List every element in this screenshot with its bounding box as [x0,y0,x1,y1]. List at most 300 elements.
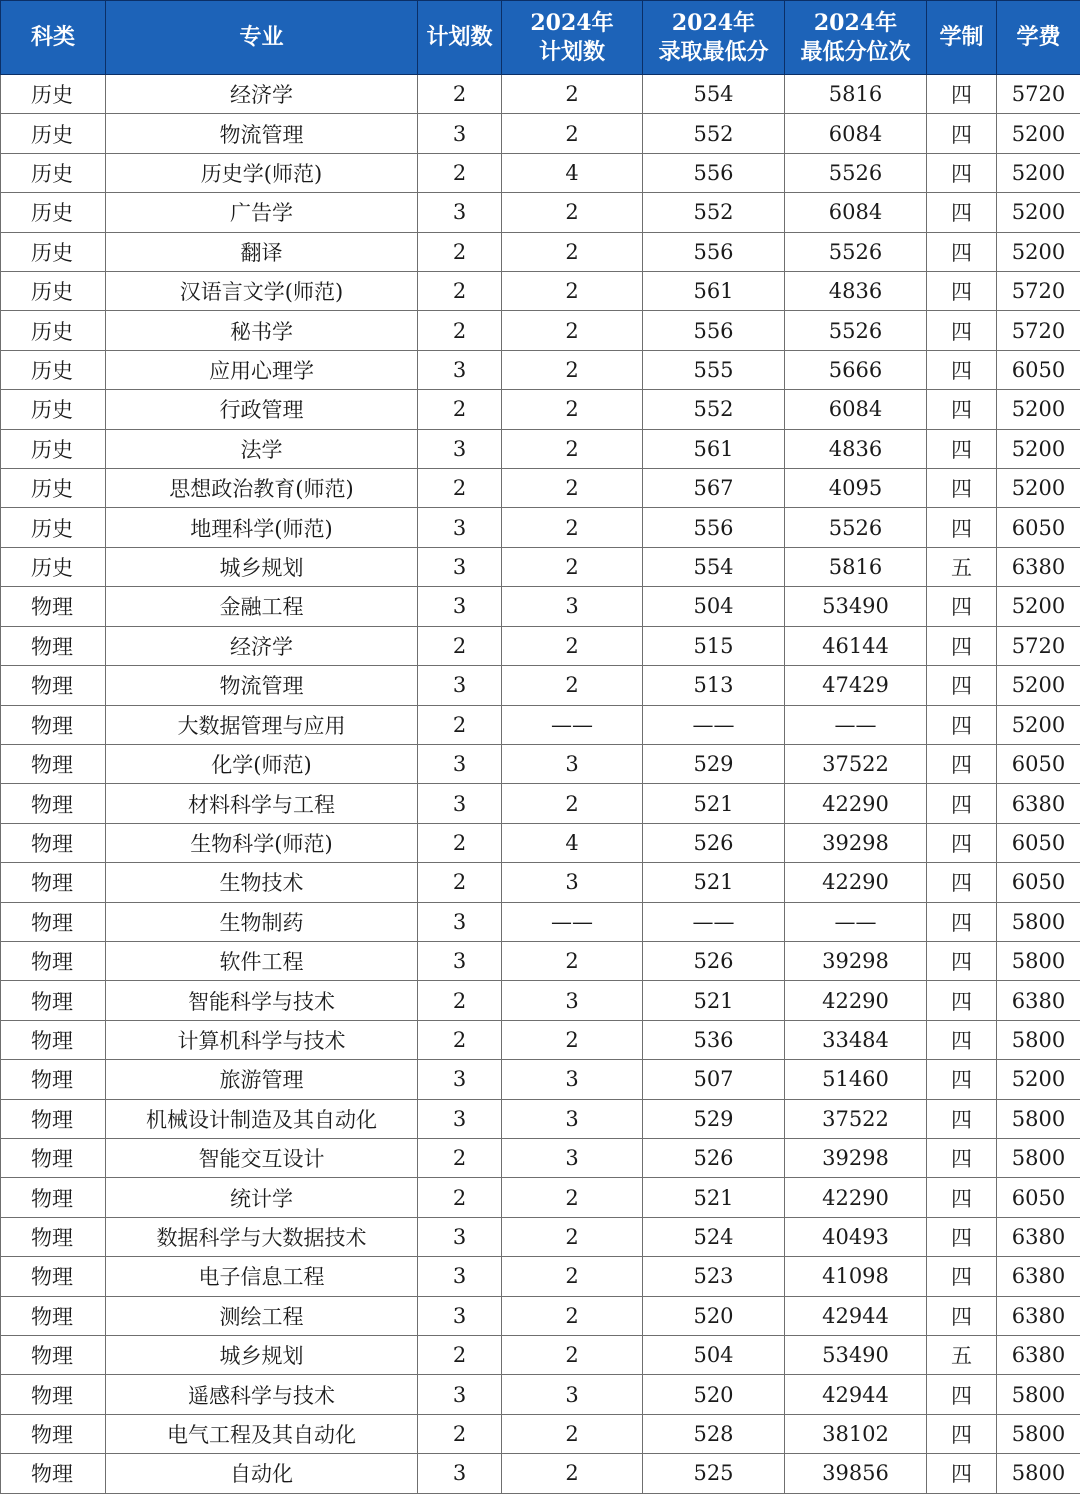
cell-category: 物理 [1,1375,106,1414]
cell-min-score-2024: 520 [643,1375,785,1414]
cell-plan-count: 2 [418,823,502,862]
cell-plan-count-2024: 2 [502,390,643,429]
cell-tuition: 5800 [997,1414,1080,1453]
cell-tuition: 6380 [997,1257,1080,1296]
cell-category: 物理 [1,1414,106,1453]
cell-plan-count: 3 [418,1217,502,1256]
cell-min-rank-2024: —— [785,902,927,941]
cell-category: 物理 [1,1336,106,1375]
table-row [1,1257,1080,1296]
table-row [1,153,1080,192]
table-row [1,1020,1080,1059]
cell-plan-count-2024: 2 [502,75,643,114]
cell-category: 物理 [1,1257,106,1296]
cell-category: 物理 [1,744,106,783]
cell-min-score-2024: 555 [643,350,785,389]
cell-plan-count-2024: 3 [502,1138,643,1177]
cell-tuition: 6050 [997,744,1080,783]
cell-plan-count: 2 [418,1178,502,1217]
cell-min-rank-2024: 42944 [785,1375,927,1414]
cell-min-score-2024: 521 [643,1178,785,1217]
cell-plan-count-2024: 2 [502,311,643,350]
cell-min-score-2024: 528 [643,1414,785,1453]
cell-duration: 四 [927,1257,997,1296]
cell-tuition: 6050 [997,350,1080,389]
cell-min-rank-2024: —— [785,705,927,744]
cell-plan-count: 3 [418,1099,502,1138]
cell-category: 历史 [1,508,106,547]
cell-duration: 四 [927,1454,997,1493]
cell-tuition: 5800 [997,1099,1080,1138]
cell-plan-count-2024: 2 [502,666,643,705]
cell-major: 统计学 [106,1178,418,1217]
cell-category: 物理 [1,902,106,941]
cell-min-rank-2024: 4095 [785,469,927,508]
cell-min-rank-2024: 47429 [785,666,927,705]
table-row [1,705,1080,744]
cell-tuition: 6050 [997,823,1080,862]
cell-min-score-2024: 513 [643,666,785,705]
cell-plan-count-2024: 2 [502,1020,643,1059]
cell-min-score-2024: —— [643,902,785,941]
table-row [1,272,1080,311]
cell-min-score-2024: 556 [643,153,785,192]
cell-plan-count: 2 [418,1020,502,1059]
cell-major: 生物制药 [106,902,418,941]
cell-major: 秘书学 [106,311,418,350]
cell-major: 电子信息工程 [106,1257,418,1296]
table-row [1,1296,1080,1335]
cell-duration: 四 [927,981,997,1020]
cell-min-rank-2024: 46144 [785,626,927,665]
cell-duration: 四 [927,1217,997,1256]
cell-min-score-2024: 556 [643,311,785,350]
cell-tuition: 6380 [997,1217,1080,1256]
cell-category: 历史 [1,311,106,350]
cell-category: 物理 [1,626,106,665]
cell-major: 行政管理 [106,390,418,429]
cell-min-rank-2024: 42944 [785,1296,927,1335]
cell-min-rank-2024: 6084 [785,114,927,153]
table-row [1,902,1080,941]
cell-plan-count: 2 [418,311,502,350]
cell-category: 物理 [1,1099,106,1138]
cell-major: 生物技术 [106,863,418,902]
table-row [1,75,1080,114]
cell-major: 地理科学(师范) [106,508,418,547]
cell-plan-count-2024: 2 [502,1178,643,1217]
cell-duration: 五 [927,1336,997,1375]
cell-duration: 四 [927,508,997,547]
cell-min-score-2024: 552 [643,114,785,153]
cell-min-score-2024: 521 [643,784,785,823]
header-row [1,1,1080,75]
cell-min-rank-2024: 6084 [785,390,927,429]
cell-min-score-2024: 529 [643,744,785,783]
cell-duration: 四 [927,1414,997,1453]
cell-duration: 四 [927,469,997,508]
cell-duration: 四 [927,1296,997,1335]
cell-plan-count: 3 [418,114,502,153]
cell-category: 历史 [1,390,106,429]
table-row [1,311,1080,350]
table-row [1,508,1080,547]
cell-major: 遥感科学与技术 [106,1375,418,1414]
table-row [1,863,1080,902]
cell-duration: 四 [927,350,997,389]
cell-duration: 四 [927,744,997,783]
cell-major: 思想政治教育(师范) [106,469,418,508]
cell-duration: 四 [927,114,997,153]
cell-duration: 四 [927,1375,997,1414]
cell-min-rank-2024: 33484 [785,1020,927,1059]
cell-plan-count-2024: 3 [502,587,643,626]
cell-min-score-2024: 504 [643,1336,785,1375]
cell-category: 历史 [1,429,106,468]
table-row [1,1454,1080,1493]
table-row [1,232,1080,271]
cell-tuition: 5720 [997,272,1080,311]
header-plan-count-2024: 2024年 计划数 [502,1,643,75]
cell-min-rank-2024: 42290 [785,1178,927,1217]
table-row [1,469,1080,508]
cell-min-score-2024: 520 [643,1296,785,1335]
cell-tuition: 6050 [997,863,1080,902]
table-row [1,823,1080,862]
table-row [1,744,1080,783]
cell-plan-count: 3 [418,1454,502,1493]
table-row [1,1178,1080,1217]
cell-category: 历史 [1,232,106,271]
cell-min-rank-2024: 39298 [785,941,927,980]
cell-category: 历史 [1,350,106,389]
cell-plan-count-2024: 2 [502,1257,643,1296]
cell-plan-count-2024: 2 [502,941,643,980]
cell-category: 物理 [1,981,106,1020]
cell-major: 物流管理 [106,666,418,705]
cell-tuition: 6380 [997,1296,1080,1335]
cell-plan-count: 3 [418,547,502,586]
cell-duration: 四 [927,232,997,271]
cell-category: 物理 [1,1178,106,1217]
cell-plan-count-2024: 2 [502,1296,643,1335]
cell-category: 物理 [1,587,106,626]
cell-min-rank-2024: 53490 [785,1336,927,1375]
cell-duration: 四 [927,626,997,665]
cell-tuition: 6380 [997,547,1080,586]
cell-major: 经济学 [106,75,418,114]
cell-category: 物理 [1,1060,106,1099]
cell-duration: 四 [927,1020,997,1059]
cell-major: 法学 [106,429,418,468]
cell-min-rank-2024: 37522 [785,744,927,783]
cell-plan-count: 2 [418,1414,502,1453]
cell-major: 机械设计制造及其自动化 [106,1099,418,1138]
table-row [1,587,1080,626]
cell-min-rank-2024: 5526 [785,311,927,350]
cell-duration: 五 [927,547,997,586]
cell-duration: 四 [927,390,997,429]
cell-duration: 四 [927,1099,997,1138]
table-row [1,1217,1080,1256]
table-row [1,666,1080,705]
cell-plan-count: 3 [418,508,502,547]
cell-duration: 四 [927,272,997,311]
cell-min-score-2024: 524 [643,1217,785,1256]
cell-min-rank-2024: 5526 [785,508,927,547]
table-row [1,547,1080,586]
cell-min-score-2024: 552 [643,193,785,232]
cell-min-rank-2024: 5816 [785,547,927,586]
cell-min-rank-2024: 40493 [785,1217,927,1256]
cell-min-rank-2024: 37522 [785,1099,927,1138]
cell-plan-count-2024: 2 [502,272,643,311]
cell-plan-count-2024: 2 [502,193,643,232]
cell-min-score-2024: 515 [643,626,785,665]
cell-major: 物流管理 [106,114,418,153]
cell-category: 物理 [1,863,106,902]
cell-tuition: 5200 [997,193,1080,232]
cell-major: 城乡规划 [106,547,418,586]
cell-tuition: 5200 [997,232,1080,271]
header-major: 专业 [106,1,418,75]
cell-min-rank-2024: 5526 [785,153,927,192]
cell-tuition: 5200 [997,390,1080,429]
cell-major: 应用心理学 [106,350,418,389]
cell-major: 测绘工程 [106,1296,418,1335]
cell-tuition: 5200 [997,587,1080,626]
cell-min-rank-2024: 39856 [785,1454,927,1493]
cell-tuition: 5800 [997,1375,1080,1414]
cell-major: 智能科学与技术 [106,981,418,1020]
cell-plan-count-2024: 2 [502,508,643,547]
cell-min-score-2024: 521 [643,863,785,902]
cell-tuition: 5200 [997,429,1080,468]
cell-plan-count: 3 [418,1375,502,1414]
cell-min-rank-2024: 4836 [785,272,927,311]
cell-min-rank-2024: 38102 [785,1414,927,1453]
cell-duration: 四 [927,311,997,350]
cell-min-score-2024: 526 [643,941,785,980]
header-min-score-2024: 2024年 录取最低分 [643,1,785,75]
cell-plan-count-2024: 2 [502,626,643,665]
cell-plan-count-2024: 2 [502,1454,643,1493]
cell-duration: 四 [927,823,997,862]
cell-min-rank-2024: 41098 [785,1257,927,1296]
cell-duration: 四 [927,705,997,744]
cell-major: 大数据管理与应用 [106,705,418,744]
cell-plan-count: 2 [418,390,502,429]
cell-plan-count-2024: 2 [502,232,643,271]
cell-plan-count: 2 [418,232,502,271]
cell-plan-count: 3 [418,902,502,941]
cell-category: 物理 [1,1138,106,1177]
cell-min-score-2024: 529 [643,1099,785,1138]
cell-plan-count-2024: 2 [502,1217,643,1256]
cell-plan-count-2024: 2 [502,547,643,586]
cell-plan-count-2024: —— [502,902,643,941]
cell-major: 汉语言文学(师范) [106,272,418,311]
cell-tuition: 5200 [997,705,1080,744]
cell-plan-count-2024: 2 [502,784,643,823]
cell-category: 历史 [1,114,106,153]
cell-min-score-2024: 507 [643,1060,785,1099]
cell-major: 软件工程 [106,941,418,980]
cell-plan-count: 3 [418,941,502,980]
cell-plan-count: 2 [418,469,502,508]
cell-plan-count-2024: 2 [502,1414,643,1453]
cell-category: 物理 [1,1296,106,1335]
cell-major: 经济学 [106,626,418,665]
table-row [1,1138,1080,1177]
cell-plan-count-2024: 2 [502,350,643,389]
cell-category: 物理 [1,705,106,744]
cell-plan-count: 2 [418,153,502,192]
cell-min-rank-2024: 39298 [785,823,927,862]
cell-tuition: 6050 [997,1178,1080,1217]
cell-plan-count-2024: 4 [502,823,643,862]
table-row [1,784,1080,823]
table-row [1,941,1080,980]
cell-tuition: 5800 [997,1454,1080,1493]
cell-duration: 四 [927,1060,997,1099]
cell-tuition: 5800 [997,902,1080,941]
cell-tuition: 5200 [997,114,1080,153]
cell-duration: 四 [927,429,997,468]
cell-plan-count: 2 [418,626,502,665]
cell-min-score-2024: 554 [643,547,785,586]
cell-major: 电气工程及其自动化 [106,1414,418,1453]
cell-min-rank-2024: 42290 [785,863,927,902]
table-row [1,1099,1080,1138]
cell-min-score-2024: 536 [643,1020,785,1059]
cell-min-rank-2024: 42290 [785,981,927,1020]
table-row [1,429,1080,468]
cell-min-score-2024: 561 [643,272,785,311]
cell-major: 材料科学与工程 [106,784,418,823]
cell-category: 历史 [1,75,106,114]
cell-min-score-2024: 526 [643,823,785,862]
cell-plan-count: 3 [418,193,502,232]
cell-min-rank-2024: 6084 [785,193,927,232]
cell-category: 物理 [1,1217,106,1256]
cell-min-rank-2024: 51460 [785,1060,927,1099]
cell-plan-count: 3 [418,429,502,468]
cell-duration: 四 [927,666,997,705]
cell-plan-count: 3 [418,350,502,389]
cell-plan-count-2024: 2 [502,469,643,508]
cell-min-rank-2024: 5816 [785,75,927,114]
cell-plan-count-2024: 2 [502,1336,643,1375]
cell-category: 物理 [1,1454,106,1493]
cell-min-score-2024: 561 [643,429,785,468]
cell-duration: 四 [927,941,997,980]
cell-min-score-2024: 521 [643,981,785,1020]
cell-major: 智能交互设计 [106,1138,418,1177]
cell-category: 历史 [1,469,106,508]
cell-major: 自动化 [106,1454,418,1493]
cell-plan-count-2024: 3 [502,1099,643,1138]
cell-tuition: 5800 [997,941,1080,980]
cell-tuition: 6380 [997,784,1080,823]
cell-tuition: 5200 [997,1060,1080,1099]
cell-plan-count: 3 [418,1296,502,1335]
cell-category: 物理 [1,1020,106,1059]
cell-plan-count: 3 [418,587,502,626]
cell-tuition: 5800 [997,1138,1080,1177]
cell-plan-count: 3 [418,784,502,823]
table-row [1,1414,1080,1453]
cell-plan-count-2024: 3 [502,1060,643,1099]
cell-tuition: 5720 [997,75,1080,114]
table-body [1,75,1080,1494]
cell-major: 翻译 [106,232,418,271]
cell-category: 物理 [1,823,106,862]
cell-category: 历史 [1,547,106,586]
table-row [1,1336,1080,1375]
cell-duration: 四 [927,902,997,941]
cell-duration: 四 [927,863,997,902]
cell-min-score-2024: 552 [643,390,785,429]
cell-plan-count: 3 [418,1257,502,1296]
cell-plan-count: 2 [418,981,502,1020]
table-row [1,1375,1080,1414]
cell-tuition: 6380 [997,1336,1080,1375]
cell-duration: 四 [927,153,997,192]
cell-tuition: 5720 [997,626,1080,665]
header-tuition: 学费 [997,1,1080,75]
cell-major: 旅游管理 [106,1060,418,1099]
table-row [1,626,1080,665]
cell-category: 历史 [1,272,106,311]
cell-tuition: 6050 [997,508,1080,547]
cell-min-score-2024: 526 [643,1138,785,1177]
cell-plan-count: 3 [418,744,502,783]
table-row [1,114,1080,153]
cell-plan-count: 2 [418,1138,502,1177]
cell-plan-count-2024: 3 [502,863,643,902]
cell-major: 历史学(师范) [106,153,418,192]
cell-major: 城乡规划 [106,1336,418,1375]
cell-min-rank-2024: 42290 [785,784,927,823]
cell-category: 物理 [1,941,106,980]
cell-plan-count-2024: 3 [502,981,643,1020]
cell-major: 生物科学(师范) [106,823,418,862]
cell-plan-count-2024: 2 [502,429,643,468]
table-row [1,981,1080,1020]
table-row [1,1060,1080,1099]
cell-min-score-2024: —— [643,705,785,744]
cell-min-score-2024: 504 [643,587,785,626]
header-plan-count: 计划数 [418,1,502,75]
cell-tuition: 5200 [997,666,1080,705]
table-row [1,390,1080,429]
cell-major: 金融工程 [106,587,418,626]
cell-tuition: 5200 [997,153,1080,192]
cell-plan-count: 3 [418,666,502,705]
cell-min-score-2024: 556 [643,508,785,547]
cell-plan-count: 3 [418,1060,502,1099]
cell-plan-count: 2 [418,863,502,902]
table-row [1,350,1080,389]
cell-duration: 四 [927,1178,997,1217]
cell-plan-count-2024: 3 [502,1375,643,1414]
cell-category: 物理 [1,784,106,823]
cell-major: 数据科学与大数据技术 [106,1217,418,1256]
cell-major: 广告学 [106,193,418,232]
cell-min-rank-2024: 53490 [785,587,927,626]
cell-category: 物理 [1,666,106,705]
